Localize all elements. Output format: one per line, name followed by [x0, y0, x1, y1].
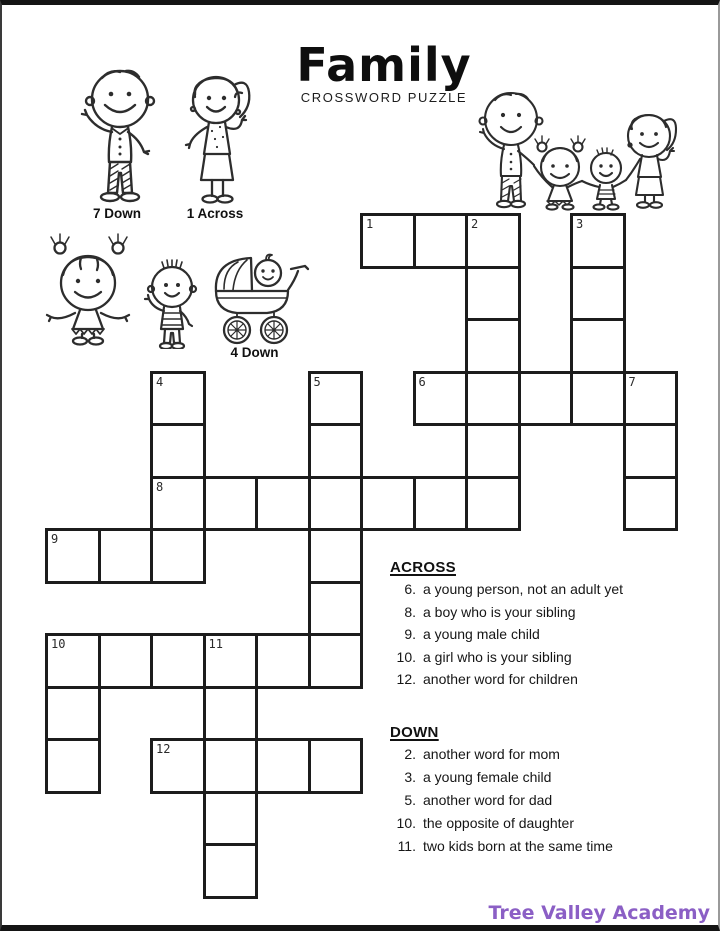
- grid-cell[interactable]: [360, 476, 416, 532]
- grid-cell[interactable]: [45, 528, 101, 584]
- grid-cell[interactable]: [45, 738, 101, 794]
- grid-cell[interactable]: [413, 213, 469, 269]
- clue-number: 9.: [404, 626, 416, 643]
- grid-cell[interactable]: [150, 371, 206, 427]
- grid-cell[interactable]: [308, 371, 364, 427]
- clue-item: [390, 815, 710, 838]
- grid-cell[interactable]: [465, 476, 521, 532]
- clue-text: two kids born at the same time: [423, 838, 613, 854]
- clue-text: another word for mom: [423, 746, 560, 762]
- grid-cell[interactable]: [465, 423, 521, 479]
- cell-number: 4: [156, 374, 164, 389]
- grid-cell[interactable]: [570, 266, 626, 322]
- cell-number: 6: [418, 374, 426, 389]
- clue-number: 6.: [404, 581, 416, 597]
- grid-cell[interactable]: [465, 318, 521, 374]
- clue-number: 10.: [396, 815, 416, 831]
- grid-cell[interactable]: [45, 633, 101, 689]
- grid-cell[interactable]: [465, 266, 521, 322]
- across-clue-list: [390, 581, 710, 694]
- baby-clue-label: 4 Down: [230, 345, 279, 360]
- clue-item: [390, 671, 710, 694]
- grid-cell[interactable]: [308, 738, 364, 794]
- grid-cell[interactable]: [360, 213, 416, 269]
- grid-cell[interactable]: [465, 371, 521, 427]
- grid-cell[interactable]: [465, 213, 521, 269]
- clue-item: [390, 604, 710, 627]
- grid-cell[interactable]: [203, 686, 259, 742]
- cell-number: 11: [208, 637, 223, 651]
- girl-illustration: [42, 233, 136, 348]
- dad-clue-label: 7 Down: [92, 206, 141, 221]
- clue-item: [390, 746, 710, 769]
- grid-cell[interactable]: [570, 213, 626, 269]
- grid-cell[interactable]: [150, 738, 206, 794]
- grid-cell[interactable]: [570, 318, 626, 374]
- clue-number: 3.: [404, 769, 416, 785]
- cell-number: 8: [156, 479, 164, 494]
- clue-number: 5.: [404, 792, 416, 808]
- clue-number: 11.: [397, 838, 416, 854]
- clue-text: a young female child: [423, 769, 552, 785]
- grid-cell[interactable]: [150, 528, 206, 584]
- grid-cell[interactable]: [570, 371, 626, 427]
- clue-item: [390, 626, 710, 649]
- cell-number: 3: [576, 217, 584, 231]
- clue-text: a young person, not an adult yet: [423, 581, 624, 597]
- clue-number: 12.: [396, 671, 416, 688]
- down-section: [390, 724, 710, 861]
- mom-clue-label: 1 Across: [186, 206, 244, 221]
- down-heading: DOWN: [390, 724, 439, 741]
- grid-cell[interactable]: [255, 476, 311, 532]
- page-title: Family: [296, 38, 472, 92]
- clue-item: [390, 649, 710, 672]
- clue-item: [390, 769, 710, 792]
- page-subtitle: CROSSWORD PUZZLE: [300, 90, 468, 105]
- clue-text: a young male child: [423, 626, 540, 643]
- cell-number: 5: [313, 374, 321, 389]
- cell-number: 7: [628, 374, 636, 389]
- grid-cell[interactable]: [518, 371, 574, 427]
- grid-cell[interactable]: [45, 686, 101, 742]
- down-clue-list: [390, 746, 710, 861]
- grid-cell[interactable]: [308, 633, 364, 689]
- grid-cell[interactable]: [203, 633, 259, 689]
- dad-illustration: [74, 63, 166, 205]
- clue-text: a girl who is your sibling: [423, 648, 572, 665]
- boy-illustration: [140, 251, 206, 349]
- grid-cell[interactable]: [413, 371, 469, 427]
- mom-illustration: [174, 67, 262, 205]
- grid-cell[interactable]: [98, 633, 154, 689]
- grid-cell[interactable]: [203, 476, 259, 532]
- grid-cell[interactable]: [203, 791, 259, 847]
- clue-text: the opposite of daughter: [423, 815, 575, 831]
- clue-item: [390, 581, 710, 604]
- grid-cell[interactable]: [150, 476, 206, 532]
- grid-cell[interactable]: [255, 738, 311, 794]
- grid-cell[interactable]: [413, 476, 469, 532]
- grid-cell[interactable]: [203, 843, 259, 899]
- across-section: [390, 559, 710, 694]
- grid-cell[interactable]: [98, 528, 154, 584]
- grid-cell[interactable]: [308, 528, 364, 584]
- clue-item: [390, 838, 710, 861]
- clue-number: 8.: [404, 603, 416, 620]
- cell-number: 9: [51, 532, 59, 546]
- grid-cell[interactable]: [150, 633, 206, 689]
- cell-number: 12: [156, 742, 171, 756]
- grid-cell[interactable]: [623, 476, 679, 532]
- grid-cell[interactable]: [150, 423, 206, 479]
- clue-number: 2.: [404, 746, 416, 762]
- grid-cell[interactable]: [623, 423, 679, 479]
- grid-cell[interactable]: [623, 371, 679, 427]
- clue-item: [390, 792, 710, 815]
- grid-cell[interactable]: [203, 738, 259, 794]
- across-heading: ACROSS: [390, 559, 456, 576]
- clue-text: another word for children: [423, 671, 578, 688]
- cell-number: 2: [471, 217, 479, 231]
- family-illustration: [468, 83, 700, 211]
- clue-number: 10.: [396, 648, 416, 665]
- clue-text: a boy who is your sibling: [423, 603, 576, 620]
- cell-number: 1: [366, 217, 374, 231]
- grid-cell[interactable]: [308, 423, 364, 479]
- clue-text: another word for dad: [423, 792, 553, 808]
- baby-carriage-illustration: [206, 247, 310, 347]
- grid-cell[interactable]: [308, 581, 364, 637]
- cell-number: 10: [51, 637, 66, 651]
- grid-cell[interactable]: [255, 633, 311, 689]
- branding-text: Tree Valley Academy: [488, 902, 710, 924]
- grid-cell[interactable]: [308, 476, 364, 532]
